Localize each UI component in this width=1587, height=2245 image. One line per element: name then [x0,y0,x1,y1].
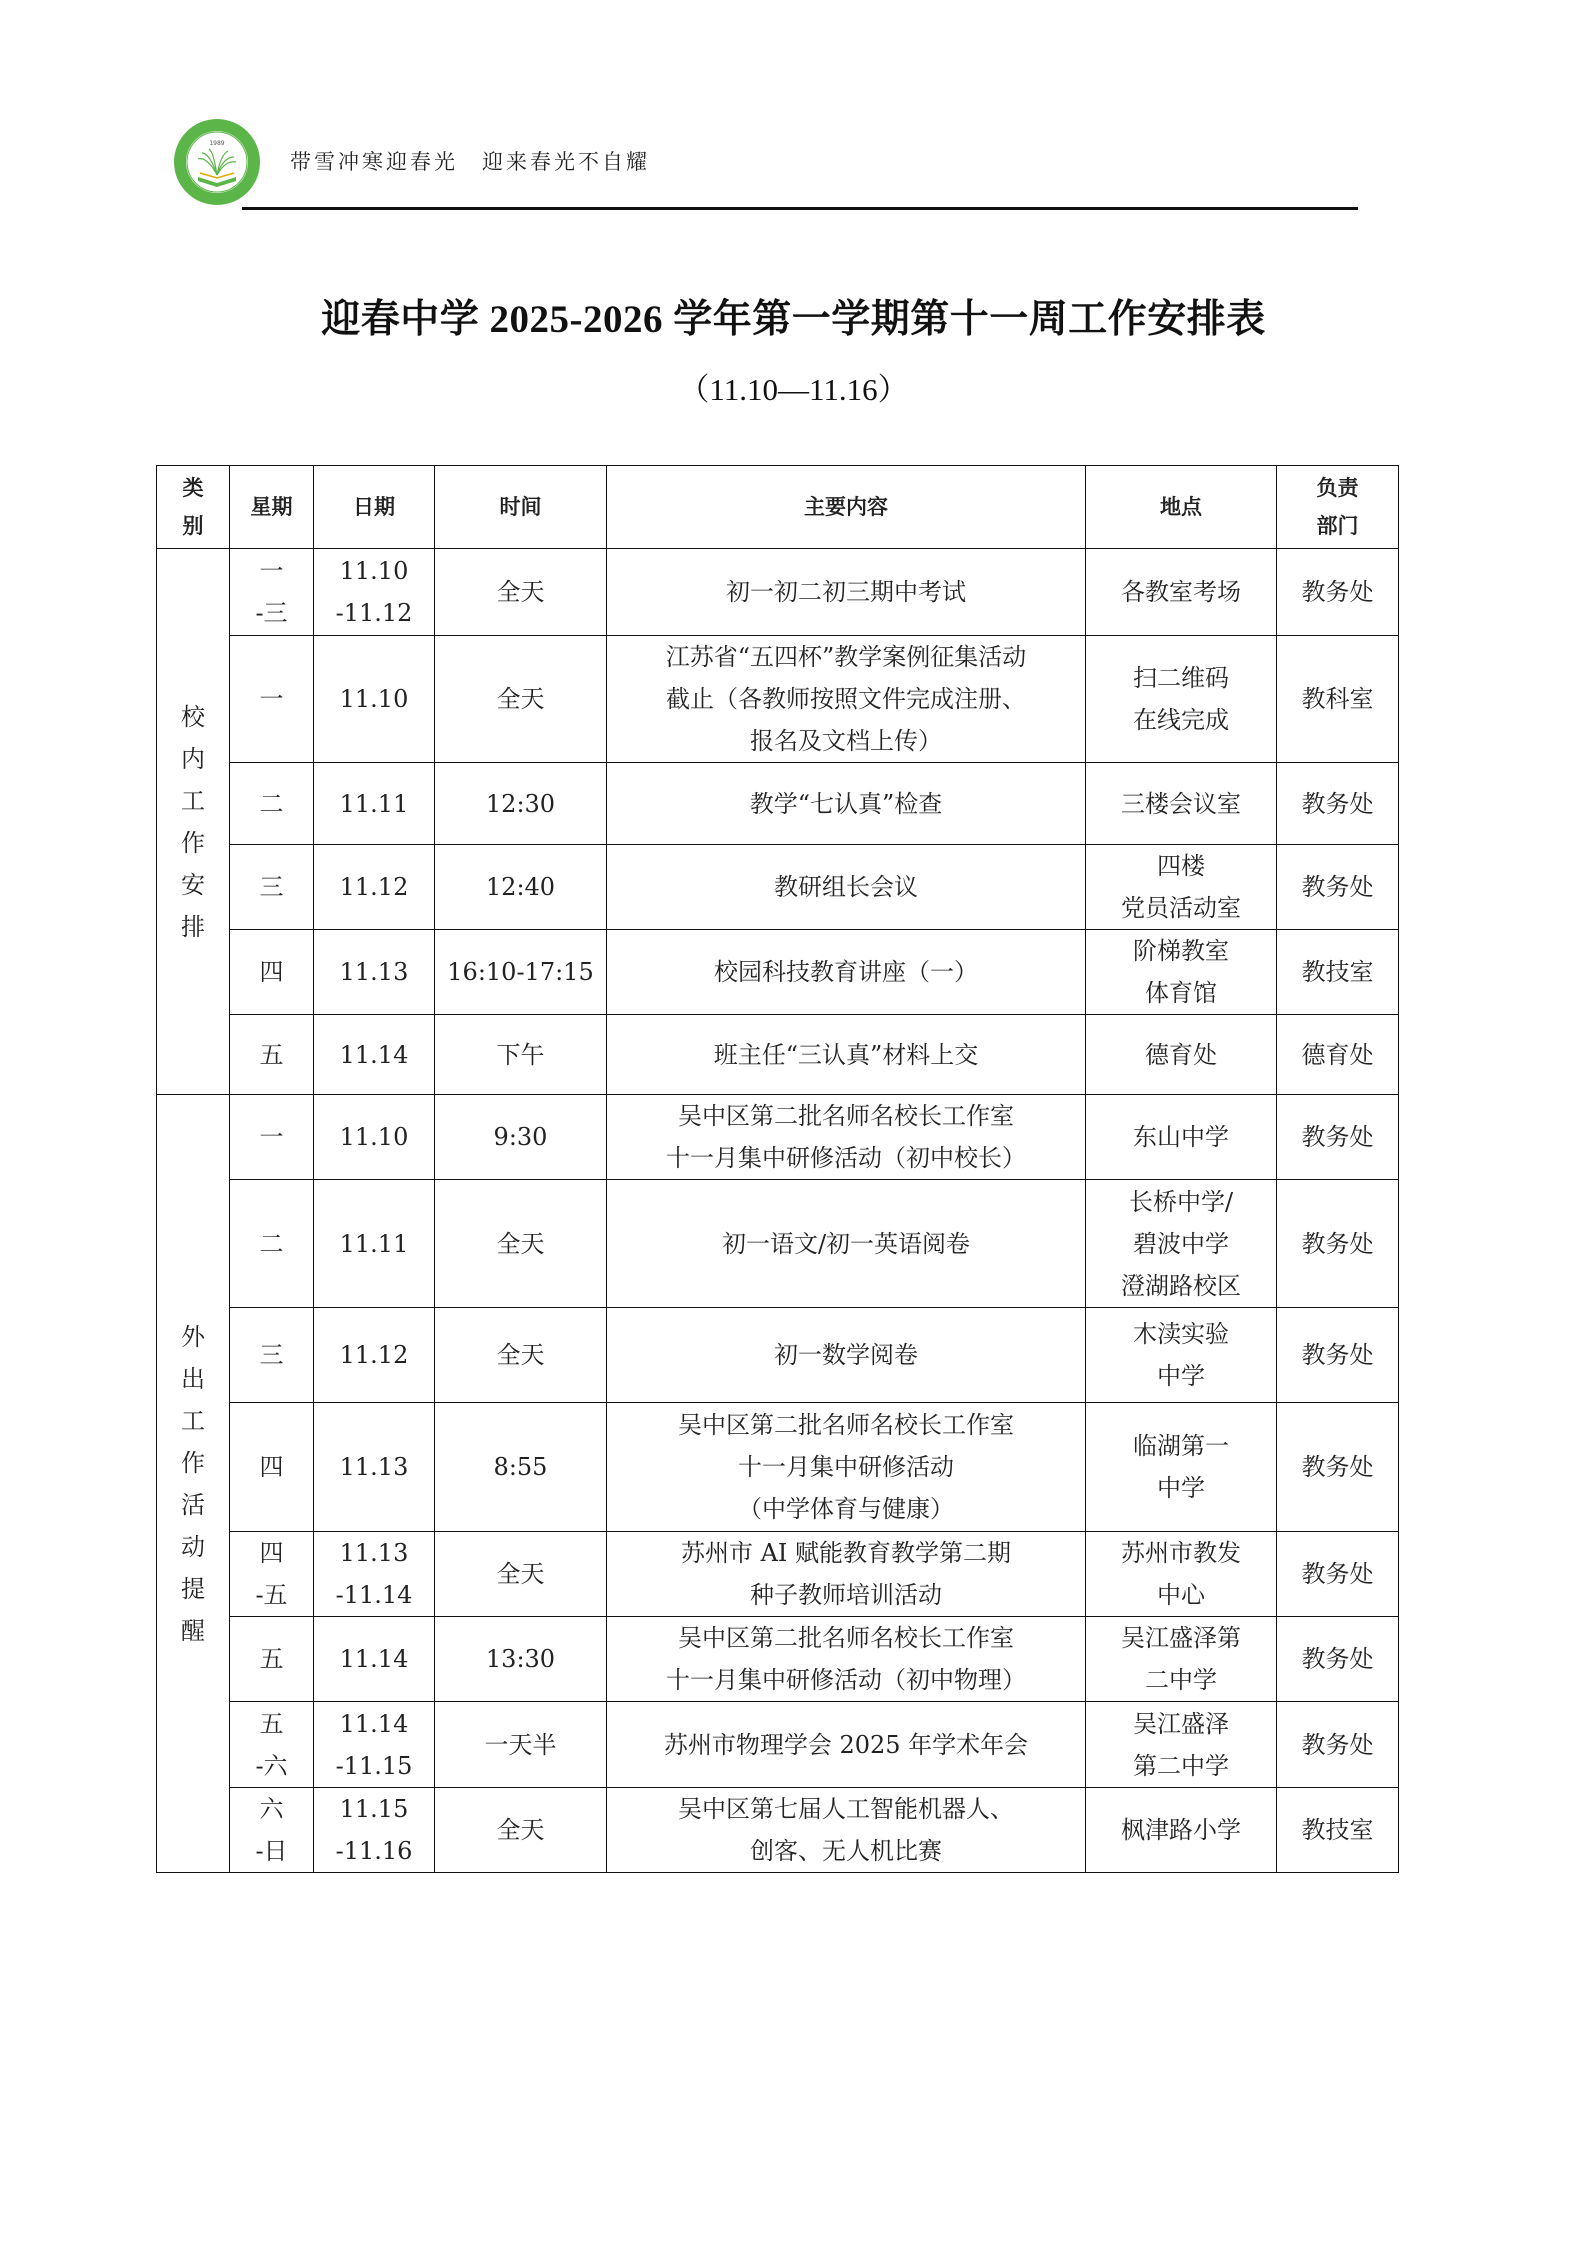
cell-content: 初一语文/初一英语阅卷 [607,1180,1086,1308]
cell-location: 扫二维码 在线完成 [1086,636,1277,763]
cell-time: 13:30 [435,1617,607,1702]
header-weekday: 星期 [230,466,314,549]
cell-location: 长桥中学/ 碧波中学 澄湖路校区 [1086,1180,1277,1308]
table-row [157,1095,1399,1180]
cell-time: 全天 [435,636,607,763]
table-row [157,845,1399,930]
cell-content: 班主任“三认真”材料上交 [607,1015,1086,1095]
cell-weekday: 三 [230,1308,314,1403]
cell-weekday: 二 [230,1180,314,1308]
table-row [157,549,1399,636]
cell-time: 12:30 [435,763,607,845]
table-row [157,1180,1399,1308]
table-row [157,1702,1399,1788]
cell-weekday: 五 -六 [230,1702,314,1788]
cell-date: 11.14 [314,1617,435,1702]
category-external-activities: 外 出 工 作 活 动 提 醒 [157,1095,230,1873]
cell-weekday: 一 -三 [230,549,314,636]
cell-time: 全天 [435,549,607,636]
cell-department: 教务处 [1277,549,1399,636]
cell-location: 东山中学 [1086,1095,1277,1180]
cell-weekday: 一 [230,1095,314,1180]
cell-department: 教务处 [1277,1095,1399,1180]
cell-time: 全天 [435,1180,607,1308]
cell-content: 吴中区第二批名师名校长工作室 十一月集中研修活动 （中学体育与健康） [607,1403,1086,1532]
cell-weekday: 二 [230,763,314,845]
cell-time: 9:30 [435,1095,607,1180]
cell-date: 11.14 -11.15 [314,1702,435,1788]
cell-date: 11.10 -11.12 [314,549,435,636]
category-internal-work: 校 内 工 作 安 排 [157,549,230,1095]
cell-weekday: 五 [230,1617,314,1702]
cell-content: 吴中区第二批名师名校长工作室 十一月集中研修活动（初中校长） [607,1095,1086,1180]
table-row [157,930,1399,1015]
cell-location: 德育处 [1086,1015,1277,1095]
cell-date: 11.10 [314,1095,435,1180]
cell-department: 教技室 [1277,1788,1399,1873]
table-row [157,763,1399,845]
cell-content: 校园科技教育讲座（一） [607,930,1086,1015]
school-logo-icon [172,117,262,207]
cell-content: 苏州市 AI 赋能教育教学第二期 种子教师培训活动 [607,1532,1086,1617]
cell-location: 吴江盛泽第 二中学 [1086,1617,1277,1702]
cell-date: 11.13 -11.14 [314,1532,435,1617]
cell-date: 11.12 [314,1308,435,1403]
cell-content: 吴中区第七届人工智能机器人、 创客、无人机比赛 [607,1788,1086,1873]
cell-location: 临湖第一 中学 [1086,1403,1277,1532]
header-date: 日期 [314,466,435,549]
cell-weekday: 四 -五 [230,1532,314,1617]
header-time: 时间 [435,466,607,549]
table-row [157,1308,1399,1403]
header-content: 主要内容 [607,466,1086,549]
table-row [157,1015,1399,1095]
cell-date: 11.15 -11.16 [314,1788,435,1873]
cell-date: 11.11 [314,763,435,845]
cell-weekday: 四 [230,930,314,1015]
school-motto: 带雪冲寒迎春光 迎来春光不自耀 [290,150,650,174]
table-row [157,1788,1399,1873]
cell-weekday: 六 -日 [230,1788,314,1873]
cell-weekday: 五 [230,1015,314,1095]
cell-content: 教研组长会议 [607,845,1086,930]
cell-time: 12:40 [435,845,607,930]
cell-time: 下午 [435,1015,607,1095]
cell-time: 一天半 [435,1702,607,1788]
table-row [157,1617,1399,1702]
cell-content: 教学“七认真”检查 [607,763,1086,845]
logo-year: 1989 [209,140,225,147]
cell-department: 德育处 [1277,1015,1399,1095]
cell-weekday: 四 [230,1403,314,1532]
cell-date: 11.13 [314,1403,435,1532]
cell-department: 教务处 [1277,1702,1399,1788]
table-row [157,1403,1399,1532]
cell-department: 教务处 [1277,845,1399,930]
cell-department: 教务处 [1277,1308,1399,1403]
cell-date: 11.13 [314,930,435,1015]
date-range-subtitle: （11.10—11.16） [678,372,909,407]
cell-time: 8:55 [435,1403,607,1532]
header-divider [242,207,1358,210]
cell-location: 木渎实验 中学 [1086,1308,1277,1403]
header-location: 地点 [1086,466,1277,549]
cell-department: 教科室 [1277,636,1399,763]
cell-content: 初一初二初三期中考试 [607,549,1086,636]
cell-department: 教务处 [1277,1532,1399,1617]
cell-location: 三楼会议室 [1086,763,1277,845]
table-header-row [157,466,1399,549]
cell-location: 四楼 党员活动室 [1086,845,1277,930]
header-department: 负责 部门 [1277,466,1399,549]
cell-weekday: 一 [230,636,314,763]
table-row [157,636,1399,763]
cell-date: 11.10 [314,636,435,763]
cell-content: 苏州市物理学会 2025 年学术年会 [607,1702,1086,1788]
header-category: 类 别 [157,466,230,549]
cell-content: 初一数学阅卷 [607,1308,1086,1403]
cell-date: 11.11 [314,1180,435,1308]
cell-location: 吴江盛泽 第二中学 [1086,1702,1277,1788]
cell-department: 教务处 [1277,1403,1399,1532]
cell-department: 教务处 [1277,763,1399,845]
cell-time: 16:10-17:15 [435,930,607,1015]
cell-content: 江苏省“五四杯”教学案例征集活动 截止（各教师按照文件完成注册、 报名及文档上传） [607,636,1086,763]
cell-location: 各教室考场 [1086,549,1277,636]
work-schedule-table [156,465,1399,1873]
cell-time: 全天 [435,1532,607,1617]
cell-content: 吴中区第二批名师名校长工作室 十一月集中研修活动（初中物理） [607,1617,1086,1702]
cell-date: 11.12 [314,845,435,930]
page-title: 迎春中学 2025-2026 学年第一学期第十一周工作安排表 [321,298,1266,341]
cell-time: 全天 [435,1788,607,1873]
table-row [157,1532,1399,1617]
cell-date: 11.14 [314,1015,435,1095]
cell-department: 教技室 [1277,930,1399,1015]
cell-time: 全天 [435,1308,607,1403]
cell-department: 教务处 [1277,1617,1399,1702]
cell-location: 阶梯教室 体育馆 [1086,930,1277,1015]
cell-weekday: 三 [230,845,314,930]
cell-location: 枫津路小学 [1086,1788,1277,1873]
cell-location: 苏州市教发 中心 [1086,1532,1277,1617]
cell-department: 教务处 [1277,1180,1399,1308]
